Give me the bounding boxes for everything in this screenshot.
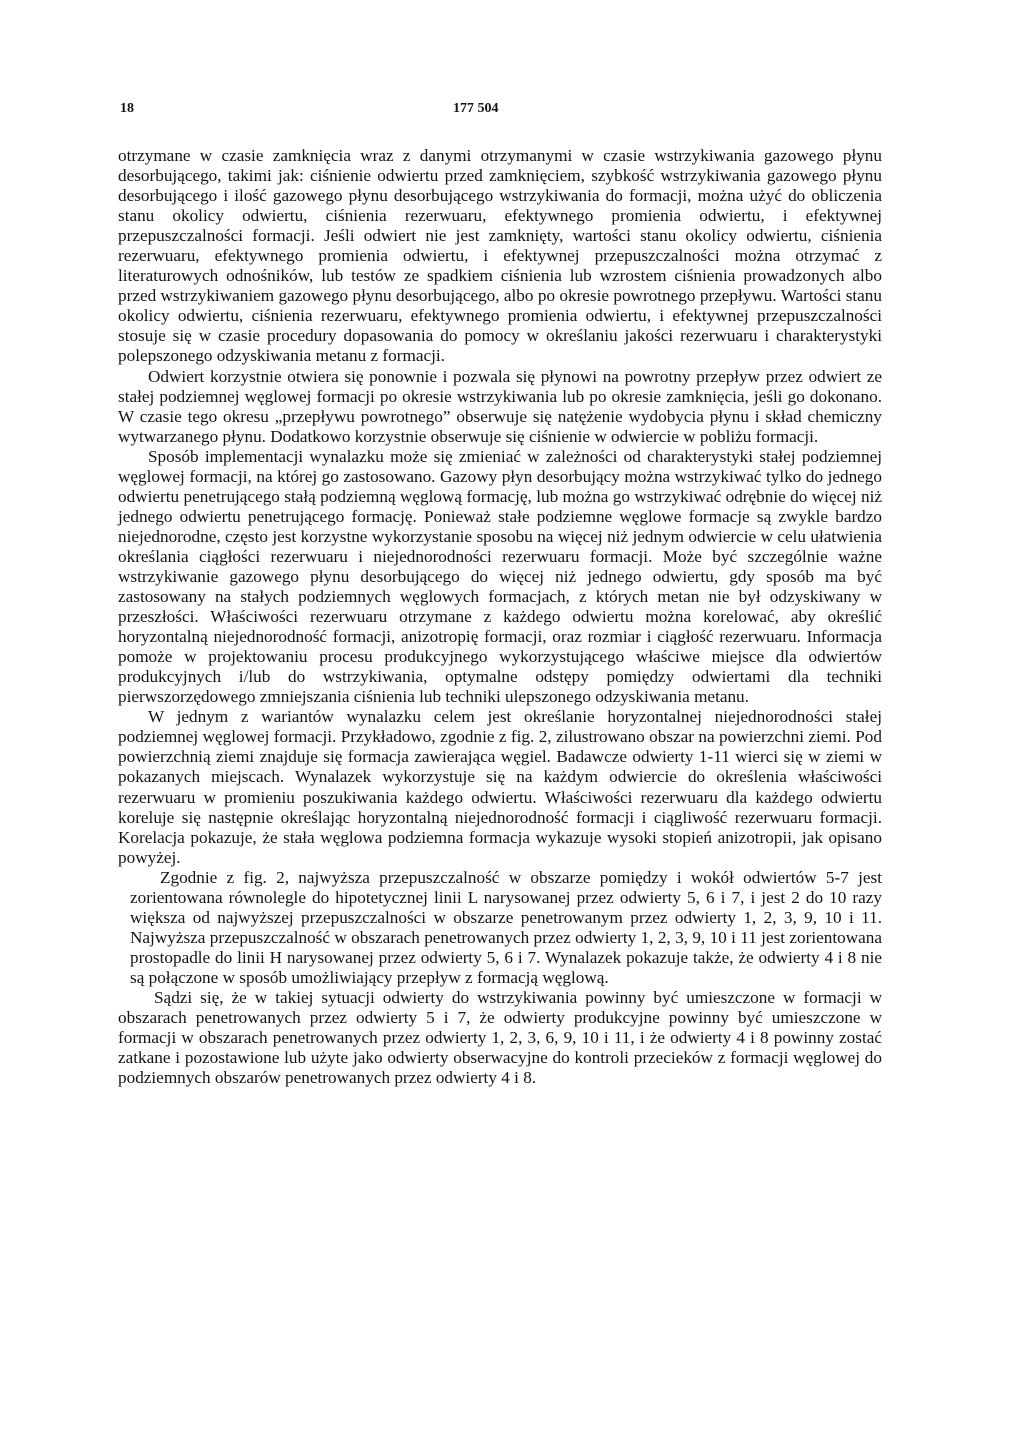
page-number: 18: [120, 101, 134, 116]
paragraph-1: otrzymane w czasie zamknięcia wraz z danymi otrzymanymi w czasie wstrzykiwania gazowego płynu desorbującego, takimi jak: ciśnienie odwiertu przed zamknięciem, szybkość wstrzykiwania gazowego płynu desorbującego i ilość gazowego płynu desorbującego wstrzykiwania do formacji, można użyć do obliczenia stanu okolicy odwiertu, ciśnienia rezerwuaru, efektywnego promienia odwiertu, i efektywnej przepuszczalności formacji. Jeśli odwiert nie jest zamknięty, wartości stanu okolicy odwiertu, ciśnienia rezerwuaru, efektywnego promienia odwiertu, i efektywnej przepuszczalności można otrzymać z literaturowych odnośników, lub testów ze spadkiem ciśnienia lub wzrostem ciśnienia prowadzonych albo przed wstrzykiwaniem gazowego płynu desorbującego, albo po okresie powrotnego przepływu. Wartości stanu okolicy odwiertu, ciśnienia rezerwuaru, efektywnego promienia odwiertu, i efektywnej przepuszczalności stosuje się w czasie procedury dopasowania do pomocy w określaniu jakości rezerwuaru i charakterystyki polepszonego odzyskiwania metanu z formacji.: [118, 146, 882, 366]
paragraph-6: Sądzi się, że w takiej sytuacji odwierty do wstrzykiwania powinny być umieszczone w formacji w obszarach penetrowanych przez odwierty 5 i 7, że odwierty produkcyjne powinny być umieszczone w formacji w obszarach penetrowanych przez odwierty 1, 2, 3, 6, 9, 10 i 11, i że odwierty 4 i 8 powinny zostać zatkane i pozostawione lub użyte jako odwierty obserwacyjne do kontroli przecieków z formacji węglowej do podziemnych obszarów penetrowanych przez odwierty 4 i 8.: [118, 987, 882, 1088]
patent-number: 177 504: [453, 101, 499, 116]
paragraph-5: Zgodnie z fig. 2, najwyższa przepuszczalność w obszarze pomiędzy i wokół odwiertów 5-7 jest zorientowana równolegle do hipotetycznej linii L narysowanej przez odwierty 5, 6 i 7, i jest 2 do 10 razy większa od najwyższej przepuszczalności w obszarze penetrowanym przez odwierty 1, 2, 3, 9, 10 i 11. Najwyższa przepuszczalność w obszarach penetrowanych przez odwierty 1, 2, 3, 9, 10 i 11 jest zorientowana prostopadle do linii H narysowanej przez odwierty 5, 6 i 7. Wynalazek pokazuje także, że odwierty 4 i 8 nie są połączone w sposób umożliwiający przepływ z formacją węglową.: [130, 867, 882, 987]
page-header: [120, 101, 880, 121]
paragraph-3: Sposób implementacji wynalazku może się zmieniać w zależności od charakterystyki stałej podziemnej węglowej formacji, na której go zastosowano. Gazowy płyn desorbujący można wstrzykiwać tylko do jednego odwiertu penetrującego stałą podziemną węglową formację, lub można go wstrzykiwać odrębnie do więcej niż jednego odwiertu penetrującego formację. Ponieważ stałe podziemne węglowe formacje są zwykle bardzo niejednorodne, często jest korzystne wykorzystanie sposobu na więcej niż jednym odwiercie w celu ułatwienia określania ciągłości rezerwuaru i niejednorodności rezerwuaru formacji. Może być szczególnie ważne wstrzykiwanie gazowego płynu desorbującego do więcej niż jednego odwiertu, gdy sposób ma być zastosowany na stałych podziemnych węglowych formacjach, z których metan nie był odzyskiwany w przeszłości. Właściwości rezerwuaru otrzymane z każdego odwiertu można korelować, aby określić horyzontalną niejednorodność formacji, anizotropię formacji, oraz rozmiar i ciągłość rezerwuaru. Informacja pomoże w projektowaniu procesu produkcyjnego wykorzystującego właściwe miejsce dla odwiertów produkcyjnych i/lub do wstrzykiwania, optymalne odstępy pomiędzy odwiertami dla techniki pierwszorzędowego zmniejszania ciśnienia lub techniki ulepszonego odzyskiwania metanu.: [118, 446, 882, 707]
body-text: [118, 146, 882, 1088]
paragraph-4: W jednym z wariantów wynalazku celem jest określanie horyzontalnej niejednorodności stałej podziemnej węglowej formacji. Przykładowo, zgodnie z fig. 2, zilustrowano obszar na powierzchni ziemi. Pod powierzchnią ziemi znajduje się formacja zawierająca węgiel. Badawcze odwierty 1-11 wierci się w ziemi w pokazanych miejscach. Wynalazek wykorzystuje się na każdym odwiercie do określenia właściwości rezerwuaru w promieniu poszukiwania każdego odwiertu. Właściwości rezerwuaru dla każdego odwiertu koreluje się następnie określając horyzontalną niejednorodność formacji i ciągliwość rezerwuaru formacji. Korelacja pokazuje, że stała węglowa podziemna formacja wykazuje wysoki stopień anizotropii, jak opisano powyżej.: [118, 707, 882, 867]
paragraph-2: Odwiert korzystnie otwiera się ponownie i pozwala się płynowi na powrotny przepływ przez odwiert ze stałej podziemnej węglowej formacji po okresie wstrzykiwania lub po okresie zamknięcia, jeśli go dokonano. W czasie tego okresu „przepływu powrotnego” obserwuje się natężenie wydobycia płynu i skład chemiczny wytwarzanego płynu. Dodatkowo korzystnie obserwuje się ciśnienie w odwiercie w pobliżu formacji.: [118, 366, 882, 446]
